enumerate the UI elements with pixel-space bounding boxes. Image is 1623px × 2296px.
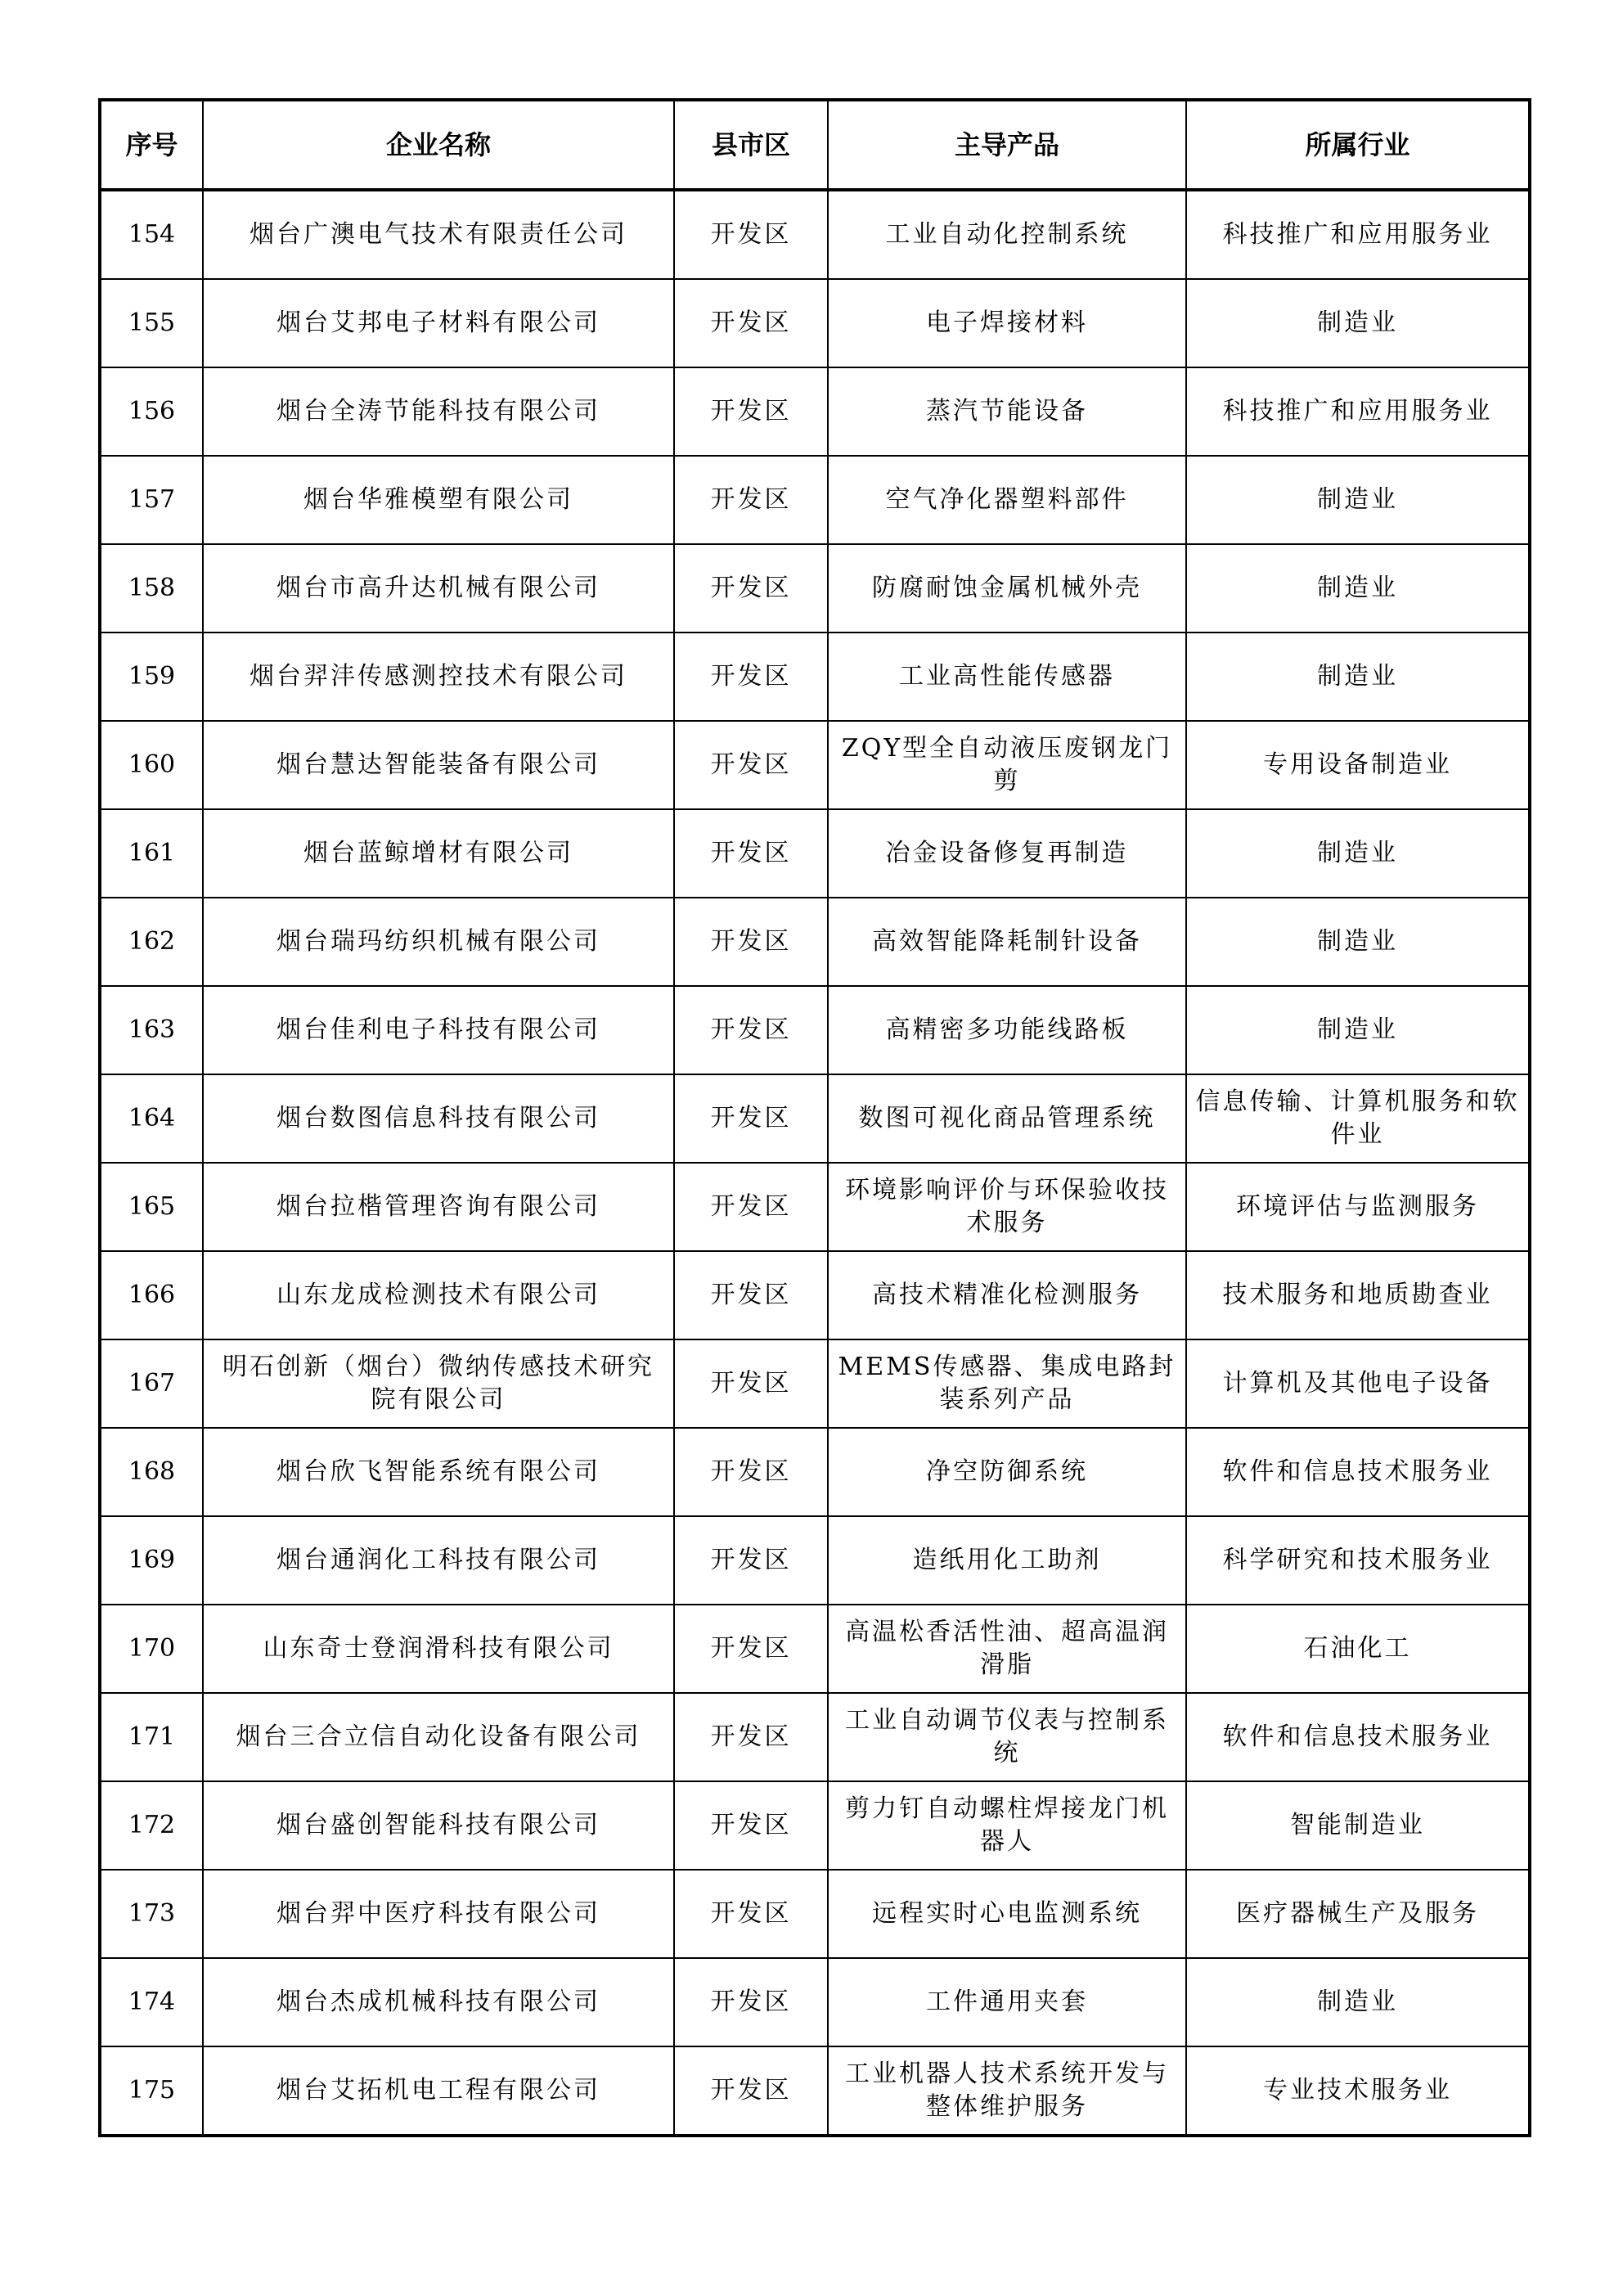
cell-industry: 技术服务和地质勘查业	[1186, 1251, 1530, 1339]
table-row	[100, 544, 1530, 633]
cell-industry: 制造业	[1186, 898, 1530, 986]
table-row	[100, 367, 1530, 456]
cell-product: 工业自动化控制系统	[828, 190, 1186, 279]
table-header	[100, 100, 1530, 190]
table-body	[100, 190, 1530, 2136]
cell-seq: 162	[100, 898, 203, 986]
cell-industry: 制造业	[1186, 809, 1530, 898]
table-row	[100, 721, 1530, 809]
cell-district: 开发区	[674, 633, 828, 721]
table-row	[100, 2046, 1530, 2136]
cell-company: 烟台盛创智能科技有限公司	[203, 1781, 674, 1870]
cell-company: 烟台羿中医疗科技有限公司	[203, 1870, 674, 1958]
cell-product: 工业机器人技术系统开发与整体维护服务	[828, 2046, 1186, 2136]
cell-product: 工业高性能传感器	[828, 633, 1186, 721]
cell-district: 开发区	[674, 1605, 828, 1693]
cell-product: 冶金设备修复再制造	[828, 809, 1186, 898]
cell-company: 山东奇士登润滑科技有限公司	[203, 1605, 674, 1693]
cell-company: 烟台艾邦电子材料有限公司	[203, 279, 674, 367]
cell-district: 开发区	[674, 367, 828, 456]
cell-product: 高精密多功能线路板	[828, 986, 1186, 1074]
cell-seq: 154	[100, 190, 203, 279]
cell-district: 开发区	[674, 1251, 828, 1339]
cell-industry: 科技推广和应用服务业	[1186, 190, 1530, 279]
cell-company: 烟台数图信息科技有限公司	[203, 1074, 674, 1163]
table-row	[100, 986, 1530, 1074]
cell-seq: 157	[100, 456, 203, 544]
cell-district: 开发区	[674, 2046, 828, 2136]
cell-company: 烟台蓝鲸增材有限公司	[203, 809, 674, 898]
cell-industry: 制造业	[1186, 544, 1530, 633]
cell-company: 山东龙成检测技术有限公司	[203, 1251, 674, 1339]
table-row	[100, 1516, 1530, 1605]
cell-seq: 164	[100, 1074, 203, 1163]
cell-company: 烟台佳利电子科技有限公司	[203, 986, 674, 1074]
cell-seq: 170	[100, 1605, 203, 1693]
cell-industry: 软件和信息技术服务业	[1186, 1428, 1530, 1516]
cell-district: 开发区	[674, 721, 828, 809]
cell-industry: 专用设备制造业	[1186, 721, 1530, 809]
cell-industry: 制造业	[1186, 633, 1530, 721]
table-row	[100, 279, 1530, 367]
cell-product: 剪力钉自动螺柱焊接龙门机器人	[828, 1781, 1186, 1870]
cell-district: 开发区	[674, 190, 828, 279]
table-row	[100, 1693, 1530, 1781]
table-row	[100, 1163, 1530, 1251]
cell-product: 高温松香活性油、超高温润滑脂	[828, 1605, 1186, 1693]
cell-district: 开发区	[674, 1958, 828, 2046]
cell-industry: 科学研究和技术服务业	[1186, 1516, 1530, 1605]
cell-product: 造纸用化工助剂	[828, 1516, 1186, 1605]
table-row	[100, 1605, 1530, 1693]
header-product: 主导产品	[828, 100, 1186, 190]
cell-industry: 制造业	[1186, 456, 1530, 544]
cell-company: 烟台华雅模塑有限公司	[203, 456, 674, 544]
cell-district: 开发区	[674, 1163, 828, 1251]
cell-district: 开发区	[674, 1781, 828, 1870]
cell-company: 烟台三合立信自动化设备有限公司	[203, 1693, 674, 1781]
cell-seq: 167	[100, 1339, 203, 1428]
cell-product: 高技术精准化检测服务	[828, 1251, 1186, 1339]
cell-seq: 160	[100, 721, 203, 809]
header-row	[100, 100, 1530, 190]
cell-product: 蒸汽节能设备	[828, 367, 1186, 456]
cell-district: 开发区	[674, 1516, 828, 1605]
cell-product: 防腐耐蚀金属机械外壳	[828, 544, 1186, 633]
cell-industry: 制造业	[1186, 986, 1530, 1074]
cell-district: 开发区	[674, 1074, 828, 1163]
table-row	[100, 633, 1530, 721]
table-row	[100, 1339, 1530, 1428]
cell-seq: 159	[100, 633, 203, 721]
cell-seq: 163	[100, 986, 203, 1074]
table-row	[100, 809, 1530, 898]
cell-district: 开发区	[674, 986, 828, 1074]
cell-industry: 制造业	[1186, 1958, 1530, 2046]
cell-seq: 175	[100, 2046, 203, 2136]
cell-industry: 信息传输、计算机服务和软件业	[1186, 1074, 1530, 1163]
cell-district: 开发区	[674, 544, 828, 633]
cell-company: 烟台拉楷管理咨询有限公司	[203, 1163, 674, 1251]
cell-company: 烟台慧达智能装备有限公司	[203, 721, 674, 809]
table-row	[100, 456, 1530, 544]
cell-district: 开发区	[674, 1870, 828, 1958]
cell-district: 开发区	[674, 1339, 828, 1428]
cell-industry: 石油化工	[1186, 1605, 1530, 1693]
cell-company: 烟台羿沣传感测控技术有限公司	[203, 633, 674, 721]
cell-seq: 172	[100, 1781, 203, 1870]
cell-seq: 174	[100, 1958, 203, 2046]
cell-seq: 171	[100, 1693, 203, 1781]
cell-company: 烟台市高升达机械有限公司	[203, 544, 674, 633]
cell-seq: 166	[100, 1251, 203, 1339]
cell-industry: 科技推广和应用服务业	[1186, 367, 1530, 456]
cell-product: 数图可视化商品管理系统	[828, 1074, 1186, 1163]
cell-industry: 软件和信息技术服务业	[1186, 1693, 1530, 1781]
cell-seq: 156	[100, 367, 203, 456]
cell-product: 远程实时心电监测系统	[828, 1870, 1186, 1958]
cell-seq: 168	[100, 1428, 203, 1516]
header-industry: 所属行业	[1186, 100, 1530, 190]
cell-company: 烟台广澳电气技术有限责任公司	[203, 190, 674, 279]
cell-industry: 制造业	[1186, 279, 1530, 367]
cell-company: 烟台艾拓机电工程有限公司	[203, 2046, 674, 2136]
cell-product: 工件通用夹套	[828, 1958, 1186, 2046]
cell-district: 开发区	[674, 1693, 828, 1781]
cell-industry: 环境评估与监测服务	[1186, 1163, 1530, 1251]
table-row	[100, 898, 1530, 986]
cell-district: 开发区	[674, 279, 828, 367]
cell-district: 开发区	[674, 898, 828, 986]
table-row	[100, 1958, 1530, 2046]
cell-district: 开发区	[674, 456, 828, 544]
cell-district: 开发区	[674, 1428, 828, 1516]
cell-industry: 计算机及其他电子设备	[1186, 1339, 1530, 1428]
cell-seq: 161	[100, 809, 203, 898]
table-row	[100, 190, 1530, 279]
table-row	[100, 1074, 1530, 1163]
cell-company: 烟台欣飞智能系统有限公司	[203, 1428, 674, 1516]
cell-product: ZQY型全自动液压废钢龙门剪	[828, 721, 1186, 809]
cell-industry: 智能制造业	[1186, 1781, 1530, 1870]
header-company: 企业名称	[203, 100, 674, 190]
cell-seq: 165	[100, 1163, 203, 1251]
table-row	[100, 1781, 1530, 1870]
cell-seq: 155	[100, 279, 203, 367]
cell-company: 烟台杰成机械科技有限公司	[203, 1958, 674, 2046]
cell-industry: 专业技术服务业	[1186, 2046, 1530, 2136]
cell-company: 烟台全涛节能科技有限公司	[203, 367, 674, 456]
cell-industry: 医疗器械生产及服务	[1186, 1870, 1530, 1958]
enterprise-table	[98, 98, 1531, 2137]
cell-seq: 158	[100, 544, 203, 633]
cell-product: 空气净化器塑料部件	[828, 456, 1186, 544]
header-seq: 序号	[100, 100, 203, 190]
cell-product: 工业自动调节仪表与控制系统	[828, 1693, 1186, 1781]
cell-company: 明石创新（烟台）微纳传感技术研究院有限公司	[203, 1339, 674, 1428]
header-district: 县市区	[674, 100, 828, 190]
cell-seq: 169	[100, 1516, 203, 1605]
cell-product: 环境影响评价与环保验收技术服务	[828, 1163, 1186, 1251]
cell-product: 净空防御系统	[828, 1428, 1186, 1516]
cell-company: 烟台瑞玛纺织机械有限公司	[203, 898, 674, 986]
table-row	[100, 1428, 1530, 1516]
cell-company: 烟台通润化工科技有限公司	[203, 1516, 674, 1605]
cell-seq: 173	[100, 1870, 203, 1958]
cell-product: MEMS传感器、集成电路封装系列产品	[828, 1339, 1186, 1428]
table-row	[100, 1251, 1530, 1339]
cell-district: 开发区	[674, 809, 828, 898]
table-row	[100, 1870, 1530, 1958]
cell-product: 高效智能降耗制针设备	[828, 898, 1186, 986]
cell-product: 电子焊接材料	[828, 279, 1186, 367]
